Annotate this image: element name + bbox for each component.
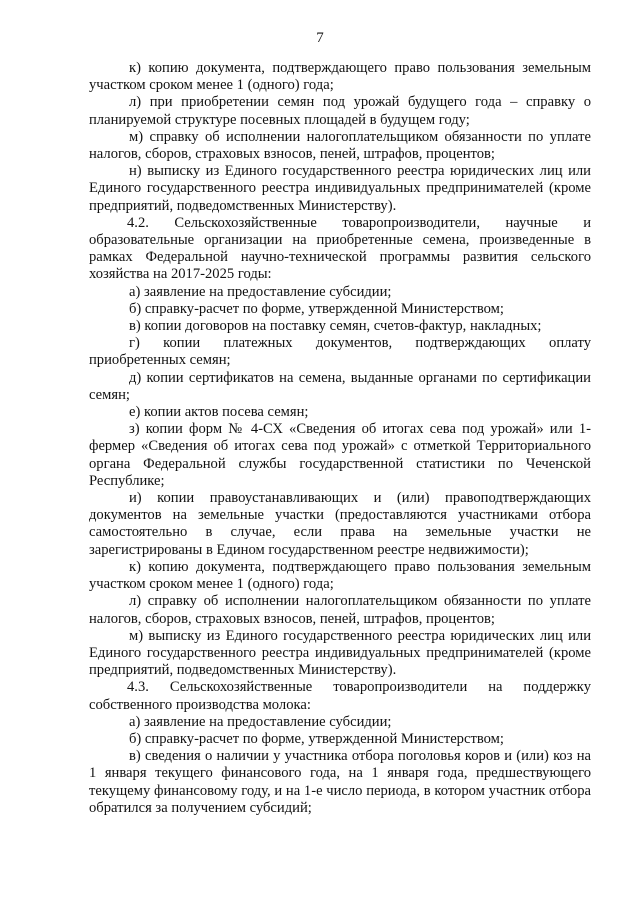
section-4-2: 4.2. Сельскохозяйственные товаропроизводители, научные и образовательные организации на приобретенные семена, произведенные в рамках Федеральной научно-технической программы развития сельского хозяйства на 2017-2025 годы: [89, 214, 591, 283]
paragraph-item-v-2: в) сведения о наличии у участника отбора поголовья коров и (или) коз на 1 января текущего финансового года, на 1 января года, предшествующего текущему финансовому году, и на 1-е число периода, в котором участник отбора обратился за получением субсидий; [89, 748, 591, 816]
paragraph-item-e: е) копии актов посева семян; [129, 404, 309, 421]
paragraph-item-i: и) копии правоустанавливающих и (или) правоподтверждающих документов на земельные участки (предоставляются участниками отбора самостоятельно в случае, если права на земельные участки не зарегистрированы в Едином государственном реестре недвижимости); [89, 490, 591, 558]
document-body [89, 60, 591, 817]
paragraph-item-n: н) выписку из Единого государственного реестра юридических лиц или Единого государственного реестра индивидуальных предпринимателей (кроме предприятий, подведомственных Министерству). [89, 163, 591, 214]
page-number: 7 [316, 30, 324, 46]
paragraph-item-a-2: а) заявление на предоставление субсидии; [129, 713, 392, 730]
paragraph-item-l: л) при приобретении семян под урожай будущего года – справку о планируемой структуре посевных площадей в будущем году; [89, 94, 591, 128]
paragraph-item-b: б) справку-расчет по форме, утвержденной Министерством; [129, 300, 504, 317]
paragraph-item-b-2: б) справку-расчет по форме, утвержденной Министерством; [129, 730, 504, 747]
paragraph-item-m-2: м) выписку из Единого государственного реестра юридических лиц или Единого государственного реестра индивидуальных предпринимателей (кроме предприятий, подведомственных Министерству). [89, 627, 591, 679]
paragraph-item-a: а) заявление на предоставление субсидии; [129, 283, 392, 300]
paragraph-item-m: м) справку об исполнении налогоплательщиком обязанности по уплате налогов, сборов, страховых взносов, пеней, штрафов, процентов; [89, 128, 591, 163]
paragraph-item-z: з) копии форм № 4-СХ «Сведения об итогах сева под урожай» или 1-фермер «Сведения об итогах сева под урожай» с отметкой Территориального органа Федеральной службы государственной статистики по Чеченской Республике; [89, 421, 591, 489]
section-4-3: 4.3. Сельскохозяйственные товаропроизводители на поддержку собственного производства молока: [89, 679, 591, 713]
paragraph-item-g: г) копии платежных документов, подтверждающих оплату приобретенных семян; [89, 335, 591, 369]
paragraph-item-d: д) копии сертификатов на семена, выданные органами по сертификации семян; [89, 369, 591, 403]
paragraph-item-v: в) копии договоров на поставку семян, счетов-фактур, накладных; [129, 318, 542, 335]
paragraph-item-l-2: л) справку об исполнении налогоплательщиком обязанности по уплате налогов, сборов, страховых взносов, пеней, штрафов, процентов; [89, 593, 591, 627]
paragraph-item-k-2: к) копию документа, подтверждающего право пользования земельным участком сроком менее 1 (одного) года; [89, 558, 591, 593]
paragraph-item-k: к) копию документа, подтверждающего право пользования земельным участком сроком менее 1 (одного) года; [89, 60, 591, 94]
